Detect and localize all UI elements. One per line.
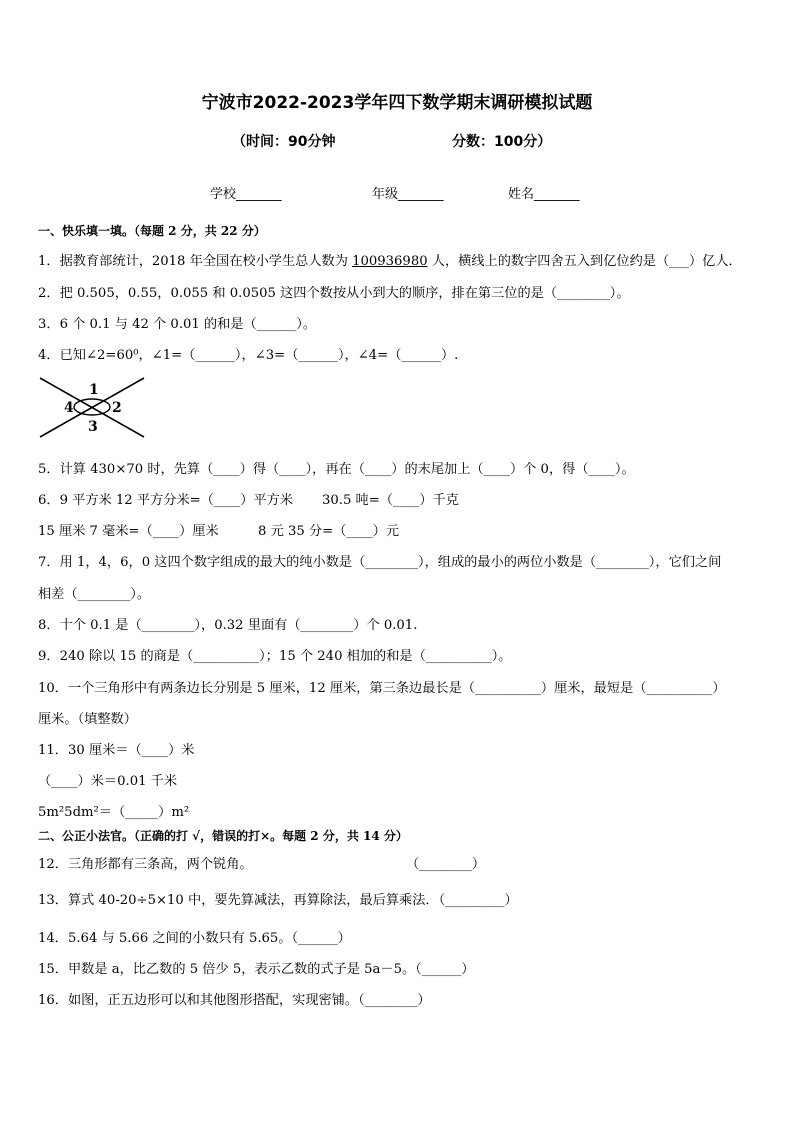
question-4: 4．已知∠2=60⁰，∠1=（______），∠3=（______），∠4=（______）. — [38, 348, 459, 363]
angle-label-3: 3 — [88, 419, 98, 435]
underlined-number: 100936980 — [352, 254, 428, 269]
angle-label-1: 1 — [89, 382, 99, 398]
angle-figure — [36, 374, 150, 440]
grade-field: 年级_______ — [372, 187, 444, 202]
angle-label-4: 4 — [64, 400, 74, 416]
question-10-line-2: 厘米。（填整数） — [38, 712, 137, 727]
question-7-line-2: 相差（________）。 — [38, 587, 151, 602]
question-9: 9．240 除以 15 的商是（__________）；15 个 240 相加的和是（__________）。 — [38, 649, 512, 664]
question-11-line-3: 5m²5dm²＝（_____）m² — [38, 805, 190, 820]
exam-score: 分数：100分） — [452, 134, 552, 150]
angle-label-2: 2 — [112, 400, 122, 416]
question-11-line-2: （____）米＝0.01 千米 — [38, 774, 178, 789]
question-16: 16．如图，正五边形可以和其他图形搭配，实现密铺。（________） — [38, 993, 431, 1008]
question-5: 5．计算 430×70 时，先算（____）得（____），再在（____）的末尾加上（____）个 0，得（____）。 — [38, 462, 635, 477]
question-11-line-1: 11．30 厘米＝（____）米 — [38, 743, 195, 758]
question-1-before: 1．据教育部统计，2018 年全国在校小学生总人数为 — [38, 254, 353, 269]
question-1-after: 人，横线上的数字四舍五入到亿位约是（___）亿人． — [427, 254, 742, 269]
exam-time: （时间：90分钟 — [232, 134, 336, 150]
question-6-line-2a: 15 厘米 7 毫米=（____）厘米 — [38, 524, 219, 539]
question-15: 15．甲数是 a，比乙数的 5 倍少 5，表示乙数的式子是 5a－5。（______） — [38, 962, 475, 977]
school-field: 学校_______ — [210, 187, 282, 202]
question-7-line-1: 7．用 1，4，6，0 这四个数字组成的最大的纯小数是（________），组成的最小的两位小数是（________），它们之间 — [38, 555, 722, 570]
question-6-line-1a: 6．9 平方米 12 平方分米=（____）平方米 — [38, 493, 293, 508]
section-2-heading: 二、公正小法官。（正确的打 √，错误的打×。每题 2 分，共 14 分） — [38, 829, 408, 843]
question-1 — [38, 250, 742, 269]
question-14: 14．5.64 与 5.66 之间的小数只有 5.65。（______） — [38, 931, 351, 946]
question-13: 13．算式 40-20÷5×10 中，要先算减法，再算除法，最后算乘法．（_________） — [38, 893, 518, 908]
question-12: 12．三角形都有三条高，两个锐角。 — [38, 857, 253, 872]
page-title: 宁波市2022-2023学年四下数学期末调研模拟试题 — [201, 93, 593, 113]
question-6-line-2b: 8 元 35 分=（____）元 — [258, 524, 400, 539]
question-2: 2．把 0.505，0.55，0.055 和 0.0505 这四个数按从小到大的顺序，排在第三位的是（________）。 — [38, 286, 630, 301]
question-12-blank: （________） — [406, 857, 486, 872]
question-3: 3．6 个 0.1 与 42 个 0.01 的和是（______）。 — [38, 317, 317, 332]
section-1-heading: 一、快乐填一填。（每题 2 分，共 22 分） — [38, 224, 266, 238]
name-field: 姓名_______ — [508, 187, 580, 202]
question-10-line-1: 10．一个三角形中有两条边长分别是 5 厘米，12 厘米，第三条边最长是（__________）厘米，最短是（__________） — [38, 681, 726, 696]
question-6-line-1b: 30.5 吨=（____）千克 — [322, 493, 459, 508]
question-8: 8．十个 0.1 是（________），0.32 里面有（________）个 0.01. — [38, 618, 418, 633]
